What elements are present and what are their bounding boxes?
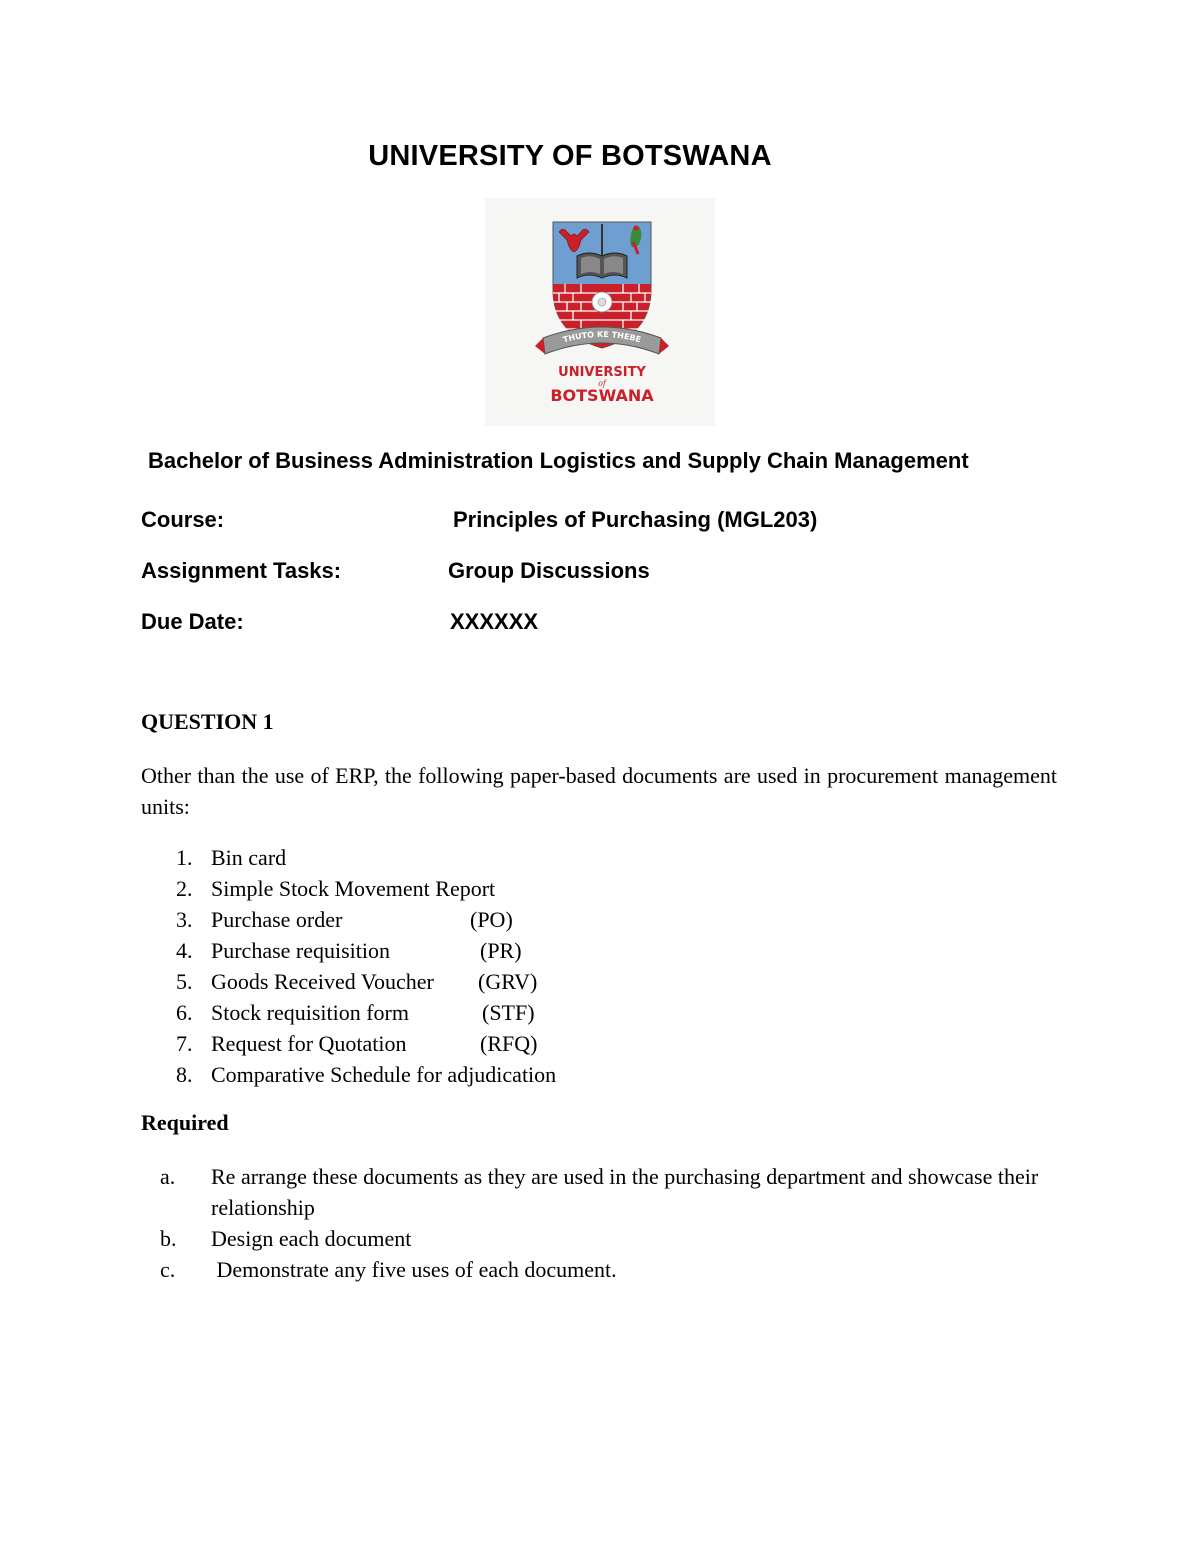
- list-item-number: 7.: [176, 1031, 193, 1056]
- list-item-name: Request for Quotation: [211, 1031, 407, 1056]
- list-item-name: Goods Received Voucher: [211, 969, 434, 994]
- list-item-name: Stock requisition form: [211, 1000, 409, 1025]
- list-item-abbreviation: (PO): [470, 907, 513, 932]
- list-item-abbreviation: (GRV): [478, 969, 538, 994]
- open-book-icon: [577, 253, 627, 278]
- list-item-letter: c.: [160, 1257, 176, 1282]
- list-item-number: 4.: [176, 938, 193, 963]
- list-item-letter: b.: [160, 1226, 177, 1251]
- rosette-icon: [592, 292, 612, 312]
- list-item-name: Simple Stock Movement Report: [211, 876, 496, 901]
- due-date-value: XXXXXX: [450, 609, 539, 634]
- list-item: [141, 1161, 1061, 1223]
- list-item-number: 3.: [176, 907, 193, 932]
- required-heading: Required: [141, 1110, 229, 1135]
- course-label: Course:: [141, 507, 225, 532]
- list-item-number: 8.: [176, 1062, 193, 1087]
- list-item-abbreviation: (PR): [480, 938, 522, 963]
- list-item-text: Design each document: [211, 1226, 412, 1251]
- list-item-text: Demonstrate any five uses of each document.: [211, 1257, 617, 1282]
- crest-wordmark-of: of: [598, 379, 606, 388]
- list-item-abbreviation: (RFQ): [480, 1031, 538, 1056]
- list-item-number: 2.: [176, 876, 193, 901]
- course-value: Principles of Purchasing (MGL203): [453, 507, 818, 532]
- due-date-label: Due Date:: [141, 609, 244, 634]
- programme-title: Bachelor of Business Administration Logistics and Supply Chain Management: [148, 448, 969, 473]
- university-title: UNIVERSITY OF BOTSWANA: [368, 140, 772, 172]
- required-list: [141, 1161, 1061, 1285]
- crest-motto: THUTO KE THEBE: [561, 329, 643, 345]
- university-crest-logo: [485, 198, 715, 426]
- list-item-name: Purchase requisition: [211, 938, 391, 963]
- crest-wordmark-university: UNIVERSITY: [558, 365, 646, 380]
- question-heading: QUESTION 1: [141, 709, 274, 734]
- list-item: [141, 1254, 1061, 1285]
- assignment-tasks-label: Assignment Tasks:: [141, 558, 342, 583]
- list-item-name: Purchase order: [211, 907, 343, 932]
- crest-wordmark-botswana: BOTSWANA: [550, 386, 654, 405]
- list-item-number: 5.: [176, 969, 193, 994]
- list-item-name: Bin card: [211, 845, 287, 870]
- assignment-tasks-value: Group Discussions: [448, 558, 650, 583]
- list-item-letter: a.: [160, 1164, 176, 1189]
- question-intro: Other than the use of ERP, the following paper-based documents are used in procurement management units:: [141, 763, 1057, 819]
- list-item-number: 1.: [176, 845, 193, 870]
- list-item-number: 6.: [176, 1000, 193, 1025]
- list-item-abbreviation: (STF): [482, 1000, 535, 1025]
- list-item-text: Re arrange these documents as they are used in the purchasing department and showcase their relationship: [211, 1164, 1039, 1220]
- motto-scroll: [535, 327, 669, 354]
- list-item: [141, 1223, 1061, 1254]
- list-item-name: Comparative Schedule for adjudication: [211, 1062, 557, 1087]
